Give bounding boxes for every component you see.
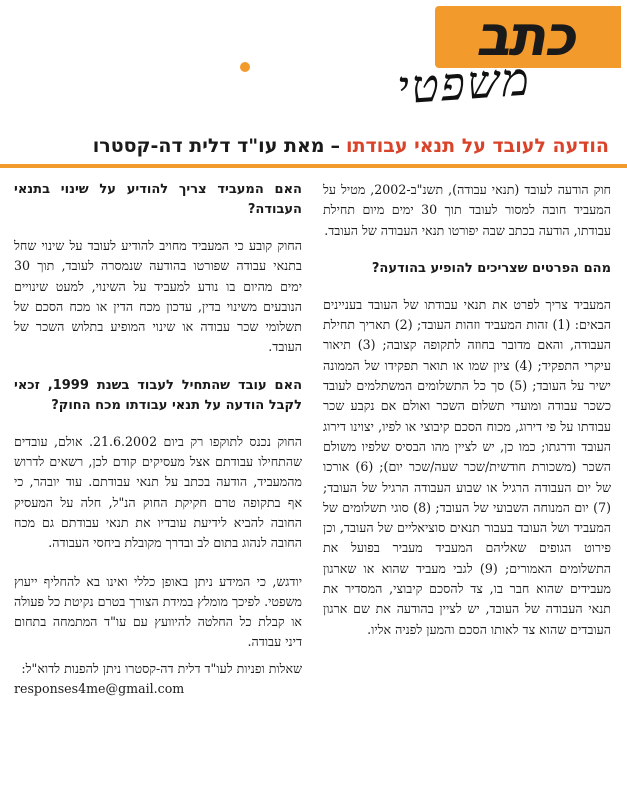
section-heading-changes: האם המעביד צריך להודיע על שינוי בתנאי העבודה? xyxy=(14,182,302,217)
effective-date-paragraph: החוק נכנס לתוקפו רק ביום 21.6.2002. אולם, עובדים שהתחילו עבודתם אצל מעסיקים קודם לכן, רשאים לדרוש מהמעביד, הודעה בכתב על תנאי עבודתם. עוד יובהר, כי אף בתקופה טרם חקיקת החוק הנ"ל, חלה על המעסיק החובה להביא לידיעת עובדיו את תנאי עבודתם גם מכח החובה לנהוג בתום לב ובדרך מקובלת ביחסי העבודה. xyxy=(14,433,302,551)
contact-paragraph xyxy=(14,659,302,700)
masthead xyxy=(0,0,627,140)
article-author: מאת עו"ד דלית דה-קסטרו xyxy=(92,135,325,157)
disclaimer-paragraph: יודגש, כי המידע ניתן באופן כללי ואינו בא להחליף ייעוץ משפטי. לפיכך מומלץ במידת הצורך בטרם נקיטת כל פעולה או קבלת כל החלטה להיוועץ עם עו"ד המתמחה בתחום דיני עבודה. xyxy=(14,573,302,650)
logo-text: כתב xyxy=(473,4,583,69)
contact-text: שאלות ופניות לעו"ד דלית דה-קסטרו ניתן להפנות לדוא"ל: xyxy=(21,660,302,676)
section-heading-details: מהם הפרטים שצריכים להופיע בהודעה? xyxy=(371,260,611,276)
details-paragraph: המעביד צריך לפרט את תנאי עבודתו של העובד בעניינים הבאים: (1) זהות המעביד וזהות העובד; (2) תאריך תחילת העבודה, והאם מדובר בחוזה לתקופה קצובה; (3) תיאור עיקרי התפקיד; (4) ציון שמו או תואר תפקידו של הממונה ישיר על העובד; (5) סך כל התשלומים המשתלמים לעובד כשכר עבודה ומועדי תשלום השכר ואולם אם נקבע שכר עבודתו על פי דירוג, מכוח הסכם קיבוצי או לפיו, יצוינו דירוג העובד ודרגתו; כמו כן, יש לציין מהו הבסיס שלפיו משולם השכר (משכורת חודשית/שכר שעה/שכר יום); (6) אורכו של יום העבודה הרגיל או שבוע העבודה הרגיל של העובד; (7) יום המנוחה השבועי של העובד; (8) סוגי תשלומים של המעביד ושל העובד בעבור תנאים סוציאליים של העובד, וכן פירוט הגופים שאליהם המעביד מעביר בפועל את התשלומים האמורים; (9) לגבי מעביד שהוא או שארגון מעבידים שהוא חבר בו, צד להסכם קיבוצי, המסדיר את תנאי העבודה של העובד, יש לציין בהודעה את שם ארגון העובדים שהוא צד לאותו הסכם והמען לפניה אליו. xyxy=(323,296,611,637)
article-headline xyxy=(0,128,627,168)
left-column xyxy=(14,180,302,699)
contact-email-link[interactable]: responses4me@gmail.com xyxy=(14,681,185,697)
section-heading-1999: האם עובד שהתחיל לעבוד בשנת 1999, זכאי לקבל הודעה על תנאי עבודתו מכח החוק? xyxy=(14,377,302,413)
right-column xyxy=(323,180,611,658)
logo-dot xyxy=(240,62,250,72)
headline-separator: – xyxy=(330,135,341,157)
changes-paragraph: החוק קובע כי המעביד מחויב להודיע לעובד על שינוי שחל בתנאי עבודה שפורטו בהודעה שנמסרה לעובד, תוך 30 ימים מהיום בו נודע למעביד על השינוי, למעט שינויים הנובעים משינוי בדין, עדכון מכח הדין או מכח הסכם של תשלומי שכר עבודה או שינוי המופיע בתלוש השכר של העובד. xyxy=(14,238,302,355)
intro-paragraph: חוק הודעה לעובד (תנאי עבודה), תשנ"ב-2002, מטיל על המעביד חובה למסור לעובד תוך 30 ימים מיום תחילת עבודתו, הודעה בכתב שבה יפורטו תנאי העבודה של העובד. xyxy=(323,182,612,238)
section-name: משפטי xyxy=(395,51,533,115)
article-title: הודעה לעובד על תנאי עבודתו xyxy=(346,135,609,157)
